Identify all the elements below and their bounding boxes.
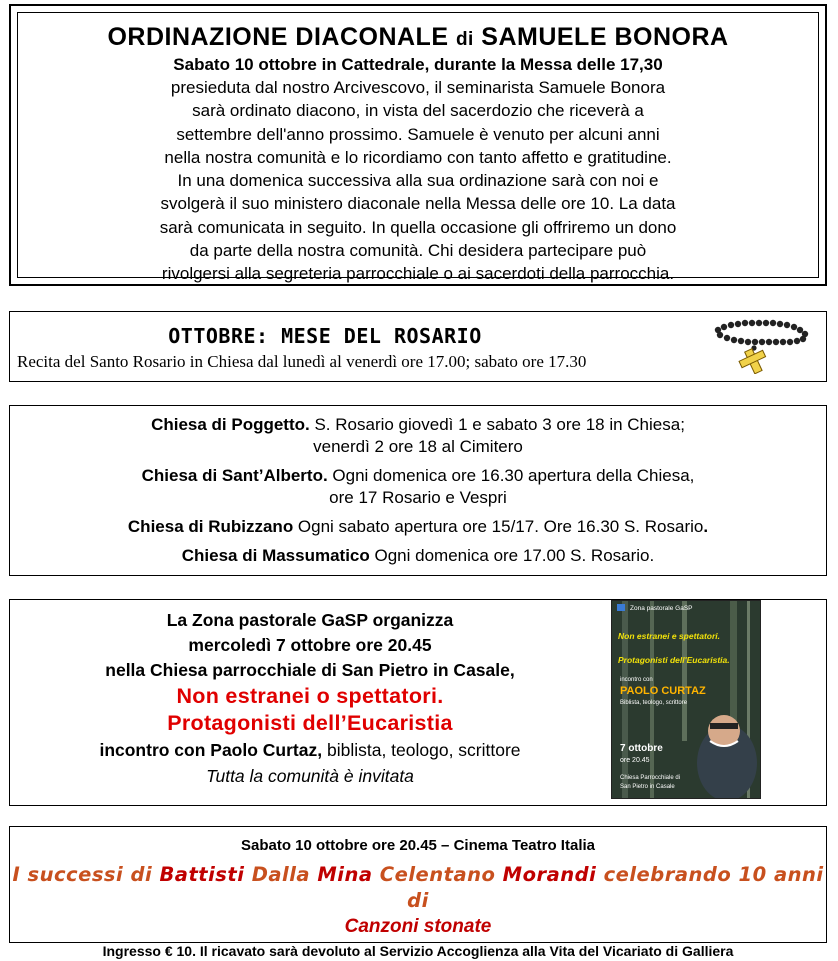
speaker-role: biblista, teologo, scrittore — [322, 740, 521, 760]
artist-dalla: Dalla — [244, 863, 318, 886]
ordination-title-di: di — [455, 29, 474, 50]
rosary-month-notice — [9, 311, 827, 382]
poster-incontro: incontro con — [620, 677, 653, 683]
poster-place1: Chiesa Parrocchiale di — [620, 775, 681, 781]
ordination-title-part2: SAMUELE BONORA — [473, 23, 729, 51]
ordination-line: nella nostra comunità e lo ricordiamo con tanto affetto e gratitudine. — [164, 147, 672, 167]
church-schedule: Ogni domenica ore 16.30 apertura della Chiesa, — [327, 466, 695, 485]
artist-battisti: Battisti — [159, 863, 245, 886]
church-name: Chiesa di Massumatico — [181, 546, 370, 565]
poster-date: 7 ottobre — [620, 743, 663, 754]
concert-notice — [9, 826, 827, 959]
event-date: mercoledì 7 ottobre ore 20.45 — [188, 635, 432, 655]
church-santalberto — [10, 465, 826, 487]
rosary-month-title: OTTOBRE: MESE DEL ROSARIO — [168, 324, 482, 348]
artist-morandi: Morandi — [502, 863, 597, 886]
ordination-line: rivolgersi alla segreteria parrocchiale o ai sacerdoti della parrocchia. — [161, 264, 675, 284]
concert-header: Sabato 10 ottobre ore 20.45 – Cinema Teatro Italia — [240, 837, 595, 854]
ordination-title — [18, 23, 818, 54]
church-poggetto-cont: venerdì 2 ore 18 al Cimitero — [313, 437, 523, 456]
ordination-body — [48, 76, 788, 286]
church-schedule: Ogni domenica ore 17.00 S. Rosario. — [369, 546, 655, 565]
event-poster-image — [611, 600, 761, 799]
ordination-title-part1: ORDINAZIONE DIACONALE — [107, 23, 456, 51]
poster-place2: San Pietro in Casale — [620, 784, 675, 790]
event-organizer: La Zona pastorale GaSP organizza — [166, 610, 454, 630]
church-santalberto-cont: ore 17 Rosario e Vespri — [329, 488, 507, 507]
poster-name: PAOLO CURTAZ — [620, 685, 706, 697]
poster-title1: Non estranei e spettatori. — [618, 631, 721, 641]
ordination-line: sarà comunicata in seguito. In quella occasione gli offriremo un dono — [159, 217, 677, 237]
church-schedule-dot: . — [703, 517, 709, 536]
church-massumatico — [10, 545, 826, 567]
poster-roles: Biblista, teologo, scrittore — [620, 700, 688, 706]
ordination-line: presieduta dal nostro Arcivescovo, il seminarista Samuele Bonora — [170, 78, 666, 97]
ordination-line: sarà ordinato diacono, in vista del sacerdozio che riceverà a — [192, 101, 644, 121]
rosary-month-text: Recita del Santo Rosario in Chiesa dal lunedì al venerdì ore 17.00; sabato ore 17.30 — [17, 352, 587, 371]
concert-text-end: celebrando 10 anni di — [407, 863, 824, 912]
ordination-line: settembre dell'anno prossimo. Samuele è venuto per alcuni anni — [176, 124, 660, 144]
poster-title2: Protagonisti dell'Eucaristia. — [618, 655, 730, 665]
ordination-line: In una domenica successiva alla sua ordinazione sarà con noi e — [177, 171, 659, 191]
concert-line1 — [10, 862, 826, 914]
churches-rosary-schedule — [9, 405, 827, 576]
event-speaker — [10, 737, 610, 763]
poster-time: ore 20.45 — [620, 757, 650, 764]
rosary-icon — [710, 318, 818, 374]
church-name: Chiesa di Sant’Alberto. — [141, 466, 328, 485]
artist-celentano: Celentano — [372, 863, 503, 886]
event-invite: Tutta la comunità è invitata — [206, 766, 414, 786]
church-schedule: Ogni sabato apertura ore 15/17. Ore 16.30 S. Rosario — [293, 517, 704, 536]
concert-text: I successi di — [12, 863, 160, 886]
concert-footer: Ingresso € 10. Il ricavato sarà devoluto al Servizio Accoglienza alla Vita del Vicariato di Galliera — [102, 943, 734, 959]
event-notice — [9, 599, 827, 806]
ordination-line: da parte della nostra comunità. Chi desidera partecipare può — [189, 241, 647, 261]
ordination-subtitle: Sabato 10 ottobre in Cattedrale, durante la Messa delle 17,30 — [173, 55, 663, 74]
church-poggetto — [10, 414, 826, 436]
ordination-notice-inner-border — [17, 12, 819, 284]
church-name: Chiesa di Rubizzano — [127, 517, 294, 536]
artist-mina: Mina — [317, 863, 373, 886]
event-title-line2: Protagonisti dell’Eucaristia — [167, 711, 453, 735]
event-place: nella Chiesa parrocchiale di San Pietro in Casale, — [105, 660, 515, 680]
speaker-name: incontro con Paolo Curtaz, — [99, 740, 323, 760]
ordination-notice — [9, 4, 827, 286]
event-title-line1: Non estranei o spettatori. — [176, 684, 444, 708]
church-name: Chiesa di Poggetto. — [151, 415, 310, 434]
concert-title: Canzoni stonate — [344, 916, 492, 937]
church-schedule: S. Rosario giovedì 1 e sabato 3 ore 18 in Chiesa; — [309, 415, 685, 434]
church-rubizzano — [10, 516, 826, 538]
poster-top: Zona pastorale GaSP — [630, 605, 693, 612]
ordination-line: svolgerà il suo ministero diaconale nella Messa delle ore 10. La data — [160, 194, 676, 214]
event-text — [10, 608, 610, 790]
